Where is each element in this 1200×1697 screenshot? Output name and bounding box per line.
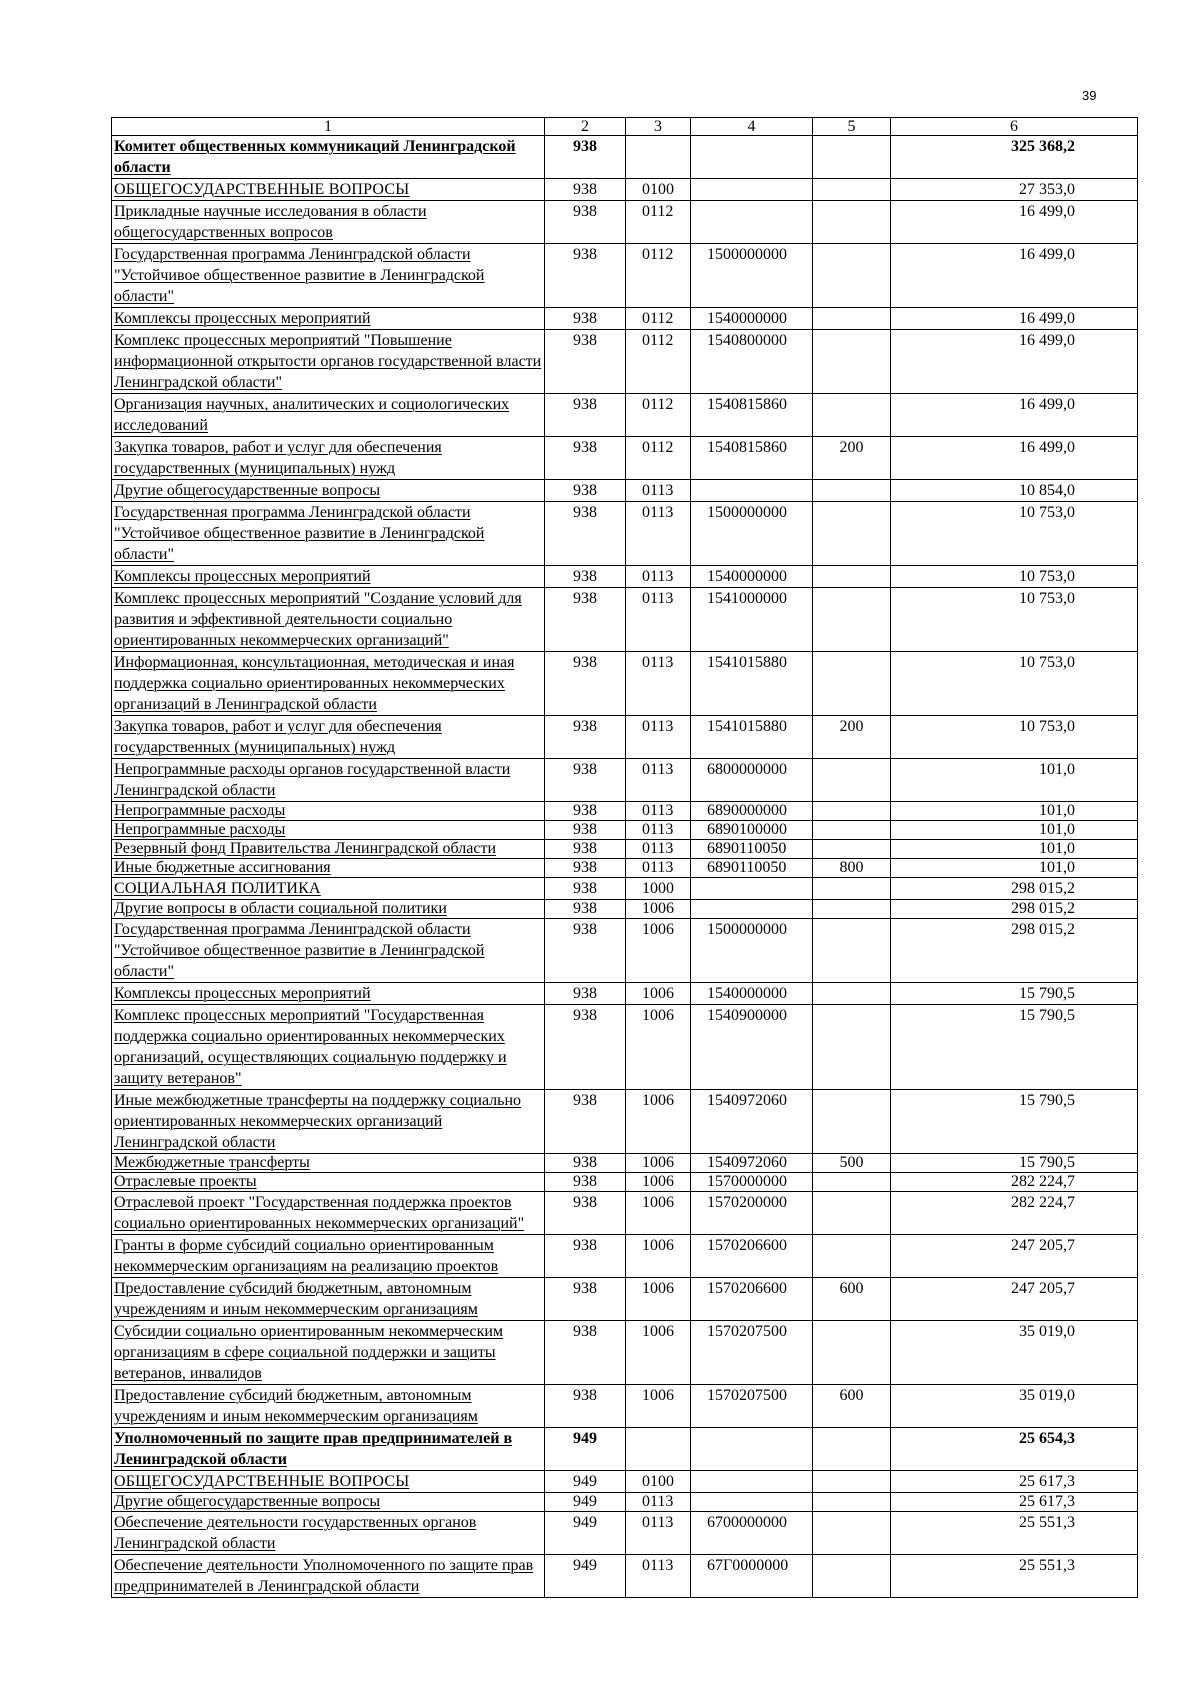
row-name: Иные межбюджетные трансферты на поддержку социально ориентированных некоммерческих организаций Ленинградской области [112, 1090, 545, 1154]
row-expense-type [813, 1428, 891, 1471]
row-expense-type [813, 201, 891, 244]
row-gr-code: 938 [545, 919, 626, 983]
row-section-code [626, 1428, 691, 1471]
row-target-code: 1540815860 [691, 394, 813, 437]
table-row [112, 394, 1138, 437]
row-gr-code: 938 [545, 437, 626, 480]
row-amount: 101,0 [891, 840, 1138, 859]
row-amount: 16 499,0 [891, 244, 1138, 308]
table-row [112, 859, 1138, 878]
row-expense-type [813, 1192, 891, 1235]
table-row [112, 1090, 1138, 1154]
table-row [112, 759, 1138, 802]
row-name: Комплексы процессных мероприятий [112, 983, 545, 1005]
row-amount: 16 499,0 [891, 330, 1138, 394]
row-expense-type: 200 [813, 716, 891, 759]
row-expense-type [813, 179, 891, 201]
table-row [112, 983, 1138, 1005]
row-amount: 298 015,2 [891, 900, 1138, 919]
row-amount: 15 790,5 [891, 1005, 1138, 1090]
row-section-code: 1006 [626, 1235, 691, 1278]
row-gr-code: 938 [545, 840, 626, 859]
table-row [112, 919, 1138, 983]
row-name: Уполномоченный по защите прав предпринимателей в Ленинградской области [112, 1428, 545, 1471]
row-section-code: 0112 [626, 330, 691, 394]
row-section-code: 0100 [626, 1471, 691, 1493]
row-section-code: 0112 [626, 244, 691, 308]
row-gr-code: 938 [545, 1385, 626, 1428]
row-amount: 25 551,3 [891, 1512, 1138, 1555]
row-target-code [691, 1493, 813, 1512]
table-body [112, 136, 1138, 1598]
table-row [112, 1192, 1138, 1235]
row-target-code: 1540000000 [691, 983, 813, 1005]
row-name: Комплекс процессных мероприятий "Государственная поддержка социально ориентированных некоммерческих организаций, осуществляющих социальную поддержку и защиту ветеранов" [112, 1005, 545, 1090]
row-amount: 247 205,7 [891, 1235, 1138, 1278]
row-expense-type [813, 878, 891, 900]
row-section-code: 0113 [626, 840, 691, 859]
row-expense-type [813, 1555, 891, 1598]
row-gr-code: 938 [545, 136, 626, 179]
row-amount: 298 015,2 [891, 919, 1138, 983]
row-name: Другие общегосударственные вопросы [112, 480, 545, 502]
row-name: Комплекс процессных мероприятий "Создание условий для развития и эффективной деятельности социально ориентированных некоммерческих организаций" [112, 588, 545, 652]
row-gr-code: 938 [545, 1173, 626, 1192]
row-name: Отраслевые проекты [112, 1173, 545, 1192]
header-col-6: 6 [891, 118, 1138, 136]
row-gr-code: 938 [545, 330, 626, 394]
row-target-code [691, 878, 813, 900]
row-section-code: 0112 [626, 437, 691, 480]
row-gr-code: 949 [545, 1428, 626, 1471]
row-target-code: 1540972060 [691, 1090, 813, 1154]
row-gr-code: 938 [545, 1192, 626, 1235]
header-col-4: 4 [691, 118, 813, 136]
row-expense-type: 600 [813, 1278, 891, 1321]
row-gr-code: 949 [545, 1555, 626, 1598]
row-gr-code: 938 [545, 588, 626, 652]
row-amount: 25 617,3 [891, 1471, 1138, 1493]
row-expense-type: 500 [813, 1154, 891, 1173]
header-col-2: 2 [545, 118, 626, 136]
row-section-code: 1006 [626, 983, 691, 1005]
row-target-code [691, 136, 813, 179]
row-section-code: 0113 [626, 652, 691, 716]
table-row [112, 1493, 1138, 1512]
row-section-code: 0113 [626, 821, 691, 840]
row-expense-type: 200 [813, 437, 891, 480]
row-amount: 10 753,0 [891, 502, 1138, 566]
row-gr-code: 938 [545, 201, 626, 244]
table-row [112, 330, 1138, 394]
row-section-code: 1000 [626, 878, 691, 900]
row-section-code: 1006 [626, 919, 691, 983]
row-amount: 10 753,0 [891, 588, 1138, 652]
row-expense-type [813, 502, 891, 566]
row-name: ОБЩЕГОСУДАРСТВЕННЫЕ ВОПРОСЫ [112, 1471, 545, 1493]
row-target-code: 1540972060 [691, 1154, 813, 1173]
row-section-code: 0113 [626, 588, 691, 652]
row-target-code: 6890110050 [691, 859, 813, 878]
row-target-code: 6890100000 [691, 821, 813, 840]
table-row [112, 502, 1138, 566]
row-expense-type: 600 [813, 1385, 891, 1428]
row-expense-type [813, 1090, 891, 1154]
row-amount: 15 790,5 [891, 983, 1138, 1005]
row-expense-type [813, 919, 891, 983]
row-expense-type [813, 1471, 891, 1493]
table-row [112, 1512, 1138, 1555]
table-row [112, 1321, 1138, 1385]
row-expense-type [813, 1235, 891, 1278]
row-gr-code: 938 [545, 802, 626, 821]
table-row [112, 716, 1138, 759]
budget-table [111, 117, 1138, 1598]
row-amount: 10 753,0 [891, 566, 1138, 588]
row-gr-code: 938 [545, 1321, 626, 1385]
row-section-code [626, 136, 691, 179]
row-gr-code: 938 [545, 566, 626, 588]
row-expense-type [813, 394, 891, 437]
row-target-code [691, 480, 813, 502]
row-gr-code: 938 [545, 1090, 626, 1154]
table-row [112, 652, 1138, 716]
row-section-code: 0113 [626, 480, 691, 502]
row-target-code: 1541015880 [691, 652, 813, 716]
row-target-code: 1540800000 [691, 330, 813, 394]
table-row [112, 1235, 1138, 1278]
row-name: СОЦИАЛЬНАЯ ПОЛИТИКА [112, 878, 545, 900]
department-row [112, 1428, 1138, 1471]
row-expense-type [813, 330, 891, 394]
row-name: Гранты в форме субсидий социально ориентированным некоммерческим организациям на реализацию проектов [112, 1235, 545, 1278]
row-target-code: 1500000000 [691, 919, 813, 983]
row-amount: 27 353,0 [891, 179, 1138, 201]
row-target-code: 1541000000 [691, 588, 813, 652]
row-name: Государственная программа Ленинградской области "Устойчивое общественное развитие в Ленинградской области" [112, 244, 545, 308]
row-target-code: 1500000000 [691, 244, 813, 308]
row-target-code: 1570000000 [691, 1173, 813, 1192]
row-amount: 15 790,5 [891, 1154, 1138, 1173]
row-expense-type [813, 1173, 891, 1192]
table-row [112, 1154, 1138, 1173]
row-section-code: 0113 [626, 716, 691, 759]
row-amount: 25 617,3 [891, 1493, 1138, 1512]
header-col-3: 3 [626, 118, 691, 136]
row-amount: 16 499,0 [891, 308, 1138, 330]
row-expense-type [813, 900, 891, 919]
row-name: Комплексы процессных мероприятий [112, 566, 545, 588]
row-amount: 10 753,0 [891, 652, 1138, 716]
table-header-row [112, 118, 1138, 136]
row-amount: 101,0 [891, 859, 1138, 878]
row-name: Обеспечение деятельности государственных органов Ленинградской области [112, 1512, 545, 1555]
row-target-code: 1570200000 [691, 1192, 813, 1235]
row-section-code: 0113 [626, 802, 691, 821]
row-name: Комитет общественных коммуникаций Ленинградской области [112, 136, 545, 179]
row-gr-code: 938 [545, 1005, 626, 1090]
row-section-code: 0112 [626, 201, 691, 244]
section-row [112, 179, 1138, 201]
row-target-code: 67Г0000000 [691, 1555, 813, 1598]
row-target-code [691, 1471, 813, 1493]
row-expense-type [813, 652, 891, 716]
row-amount: 247 205,7 [891, 1278, 1138, 1321]
row-amount: 10 854,0 [891, 480, 1138, 502]
row-gr-code: 938 [545, 983, 626, 1005]
row-section-code: 0113 [626, 759, 691, 802]
row-amount: 101,0 [891, 802, 1138, 821]
row-amount: 25 551,3 [891, 1555, 1138, 1598]
row-expense-type [813, 1005, 891, 1090]
row-name: Субсидии социально ориентированным некоммерческим организациям в сфере социальной поддержки и защиты ветеранов, инвалидов [112, 1321, 545, 1385]
row-expense-type [813, 840, 891, 859]
row-section-code: 1006 [626, 1278, 691, 1321]
row-section-code: 1006 [626, 1154, 691, 1173]
row-expense-type [813, 1321, 891, 1385]
row-amount: 10 753,0 [891, 716, 1138, 759]
row-name: Закупка товаров, работ и услуг для обеспечения государственных (муниципальных) нужд [112, 437, 545, 480]
table-row [112, 1555, 1138, 1598]
row-amount: 15 790,5 [891, 1090, 1138, 1154]
row-gr-code: 938 [545, 652, 626, 716]
row-gr-code: 938 [545, 480, 626, 502]
row-target-code: 6890000000 [691, 802, 813, 821]
row-section-code: 1006 [626, 900, 691, 919]
table-row [112, 566, 1138, 588]
row-target-code: 1570207500 [691, 1321, 813, 1385]
row-section-code: 0113 [626, 859, 691, 878]
row-target-code: 1540815860 [691, 437, 813, 480]
row-section-code: 0113 [626, 1512, 691, 1555]
row-target-code: 1570207500 [691, 1385, 813, 1428]
row-name: Иные бюджетные ассигнования [112, 859, 545, 878]
row-section-code: 0112 [626, 394, 691, 437]
row-section-code: 1006 [626, 1005, 691, 1090]
row-name: Обеспечение деятельности Уполномоченного по защите прав предпринимателей в Ленинградской области [112, 1555, 545, 1598]
row-target-code: 6890110050 [691, 840, 813, 859]
row-section-code: 0100 [626, 179, 691, 201]
table-row [112, 821, 1138, 840]
table-row [112, 588, 1138, 652]
row-gr-code: 938 [545, 859, 626, 878]
row-name: Прикладные научные исследования в области общегосударственных вопросов [112, 201, 545, 244]
row-section-code: 0113 [626, 1493, 691, 1512]
row-amount: 282 224,7 [891, 1192, 1138, 1235]
row-gr-code: 938 [545, 1235, 626, 1278]
row-section-code: 1006 [626, 1385, 691, 1428]
row-name: Другие вопросы в области социальной политики [112, 900, 545, 919]
table-row [112, 840, 1138, 859]
table-row [112, 1278, 1138, 1321]
row-section-code: 0113 [626, 1555, 691, 1598]
row-target-code: 1540000000 [691, 308, 813, 330]
row-name: Отраслевой проект "Государственная поддержка проектов социально ориентированных некоммерческих организаций" [112, 1192, 545, 1235]
row-name: Предоставление субсидий бюджетным, автономным учреждениям и иным некоммерческим организациям [112, 1278, 545, 1321]
row-amount: 35 019,0 [891, 1385, 1138, 1428]
row-target-code: 1540900000 [691, 1005, 813, 1090]
table-row [112, 1005, 1138, 1090]
row-gr-code: 938 [545, 716, 626, 759]
row-amount: 298 015,2 [891, 878, 1138, 900]
row-section-code: 1006 [626, 1192, 691, 1235]
table-row [112, 437, 1138, 480]
row-amount: 16 499,0 [891, 201, 1138, 244]
row-name: Межбюджетные трансферты [112, 1154, 545, 1173]
row-expense-type [813, 821, 891, 840]
row-gr-code: 938 [545, 179, 626, 201]
row-amount: 16 499,0 [891, 437, 1138, 480]
row-expense-type [813, 480, 891, 502]
row-expense-type [813, 802, 891, 821]
row-name: Закупка товаров, работ и услуг для обеспечения государственных (муниципальных) нужд [112, 716, 545, 759]
row-amount: 25 654,3 [891, 1428, 1138, 1471]
row-expense-type [813, 759, 891, 802]
row-section-code: 0112 [626, 308, 691, 330]
row-expense-type [813, 588, 891, 652]
table-row [112, 244, 1138, 308]
table-row [112, 1385, 1138, 1428]
row-name: Организация научных, аналитических и социологических исследований [112, 394, 545, 437]
row-amount: 325 368,2 [891, 136, 1138, 179]
row-gr-code: 938 [545, 1154, 626, 1173]
section-row [112, 878, 1138, 900]
row-expense-type [813, 566, 891, 588]
row-gr-code: 949 [545, 1493, 626, 1512]
row-target-code [691, 201, 813, 244]
row-section-code: 0113 [626, 502, 691, 566]
department-row [112, 136, 1138, 179]
row-gr-code: 949 [545, 1471, 626, 1493]
row-section-code: 1006 [626, 1321, 691, 1385]
row-name: Резервный фонд Правительства Ленинградской области [112, 840, 545, 859]
row-target-code [691, 179, 813, 201]
table-row [112, 802, 1138, 821]
row-expense-type [813, 983, 891, 1005]
row-expense-type: 800 [813, 859, 891, 878]
row-gr-code: 938 [545, 759, 626, 802]
row-expense-type [813, 308, 891, 330]
row-target-code: 6800000000 [691, 759, 813, 802]
row-amount: 282 224,7 [891, 1173, 1138, 1192]
row-target-code [691, 1428, 813, 1471]
row-amount: 16 499,0 [891, 394, 1138, 437]
row-name: Предоставление субсидий бюджетным, автономным учреждениям и иным некоммерческим организациям [112, 1385, 545, 1428]
row-section-code: 1006 [626, 1090, 691, 1154]
table-row [112, 308, 1138, 330]
row-target-code: 1570206600 [691, 1235, 813, 1278]
row-target-code: 6700000000 [691, 1512, 813, 1555]
row-name: Другие общегосударственные вопросы [112, 1493, 545, 1512]
row-gr-code: 938 [545, 878, 626, 900]
header-col-5: 5 [813, 118, 891, 136]
row-amount: 101,0 [891, 759, 1138, 802]
row-gr-code: 938 [545, 394, 626, 437]
row-gr-code: 949 [545, 1512, 626, 1555]
row-gr-code: 938 [545, 244, 626, 308]
row-name: Государственная программа Ленинградской области "Устойчивое общественное развитие в Ленинградской области" [112, 919, 545, 983]
section-row [112, 1471, 1138, 1493]
row-name: Непрограммные расходы органов государственной власти Ленинградской области [112, 759, 545, 802]
row-target-code: 1541015880 [691, 716, 813, 759]
header-col-1: 1 [112, 118, 545, 136]
row-section-code: 1006 [626, 1173, 691, 1192]
row-expense-type [813, 136, 891, 179]
row-target-code: 1500000000 [691, 502, 813, 566]
row-target-code: 1570206600 [691, 1278, 813, 1321]
row-gr-code: 938 [545, 900, 626, 919]
row-gr-code: 938 [545, 502, 626, 566]
row-section-code: 0113 [626, 566, 691, 588]
table-row [112, 1173, 1138, 1192]
row-name: Комплекс процессных мероприятий "Повышение информационной открытости органов государственной власти Ленинградской области" [112, 330, 545, 394]
row-name: Комплексы процессных мероприятий [112, 308, 545, 330]
row-gr-code: 938 [545, 308, 626, 330]
page-number: 39 [1082, 88, 1097, 103]
row-name: Непрограммные расходы [112, 802, 545, 821]
row-target-code: 1540000000 [691, 566, 813, 588]
row-name: Государственная программа Ленинградской области "Устойчивое общественное развитие в Ленинградской области" [112, 502, 545, 566]
table-row [112, 201, 1138, 244]
row-gr-code: 938 [545, 821, 626, 840]
row-target-code [691, 900, 813, 919]
row-expense-type [813, 1493, 891, 1512]
row-amount: 35 019,0 [891, 1321, 1138, 1385]
row-expense-type [813, 1512, 891, 1555]
row-name: Информационная, консультационная, методическая и иная поддержка социально ориентированных некоммерческих организаций в Ленинградской области [112, 652, 545, 716]
table-row [112, 480, 1138, 502]
row-name: Непрограммные расходы [112, 821, 545, 840]
row-gr-code: 938 [545, 1278, 626, 1321]
row-name: ОБЩЕГОСУДАРСТВЕННЫЕ ВОПРОСЫ [112, 179, 545, 201]
row-amount: 101,0 [891, 821, 1138, 840]
table-row [112, 900, 1138, 919]
row-expense-type [813, 244, 891, 308]
